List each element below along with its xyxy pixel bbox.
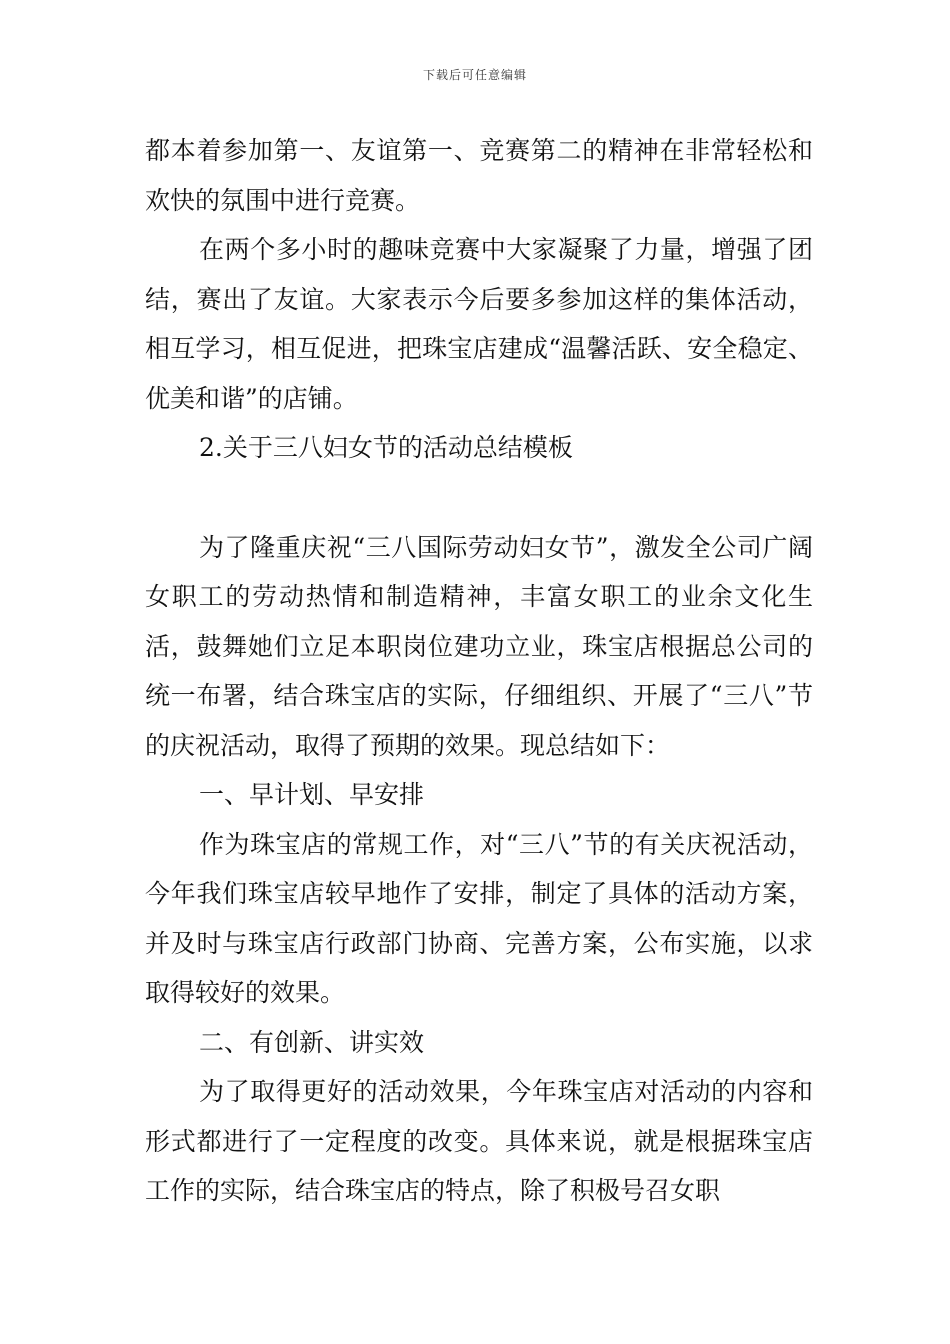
- blank-spacer: [145, 473, 813, 523]
- paragraph-innovation: 为了取得更好的活动效果，今年珠宝店对活动的内容和形式都进行了一定程度的改变。具体来说，就是根据珠宝店工作的实际，结合珠宝店的特点，除了积极号召女职: [145, 1077, 813, 1205]
- heading-innovation: 二、有创新、讲实效: [199, 1027, 425, 1057]
- paragraph-competition-summary: 在两个多小时的趣味竞赛中大家凝聚了力量，增强了团结，赛出了友谊。大家表示今后要多参加这样的集体活动，相互学习，相互促进，把珠宝店建成“温馨活跃、安全稳定、优美和谐”的店铺。: [145, 235, 813, 413]
- section-title-womens-day: 2.关于三八妇女节的活动总结模板: [199, 433, 573, 462]
- page-header-note: 下载后可任意编辑: [422, 68, 527, 82]
- paragraph-continuation: 都本着参加第一、友谊第一、竞赛第二的精神在非常轻松和欢快的氛围中进行竞赛。: [145, 136, 813, 215]
- paragraph-early-planning: 作为珠宝店的常规工作，对“三八”节的有关庆祝活动，今年我们珠宝店较早地作了安排，制定了具体的活动方案，并及时与珠宝店行政部门协商、完善方案，公布实施，以求取得较好的效果。: [145, 829, 813, 1007]
- paragraph-intro: 为了隆重庆祝“三八国际劳动妇女节”，激发全公司广阔女职工的劳动热情和制造精神，丰富女职工的业余文化生活，鼓舞她们立足本职岗位建功立业，珠宝店根据总公司的统一布署，结合珠宝店的实际，仔细组织、开展了“三八”节的庆祝活动，取得了预期的效果。现总结如下：: [145, 532, 813, 760]
- heading-early-planning: 一、早计划、早安排: [199, 780, 425, 809]
- document-body: [145, 126, 813, 1216]
